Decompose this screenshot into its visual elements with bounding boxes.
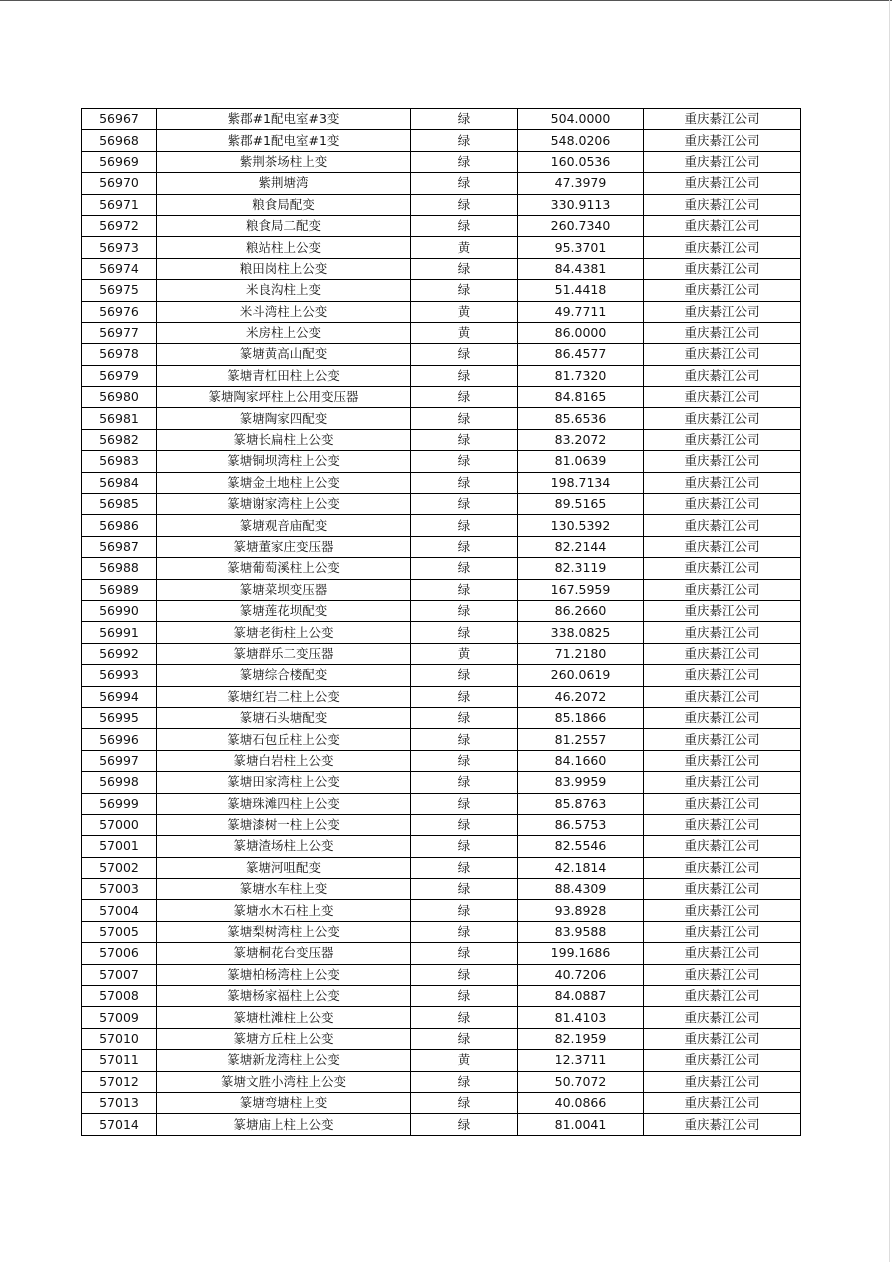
- cell-company: 重庆綦江公司: [644, 1050, 801, 1071]
- cell-name: 篆塘水车柱上变: [157, 879, 411, 900]
- cell-name: 篆塘董家庄变压器: [157, 536, 411, 557]
- table-row: [82, 1071, 801, 1092]
- cell-status: 绿: [411, 387, 518, 408]
- cell-company: 重庆綦江公司: [644, 836, 801, 857]
- table-row: [82, 301, 801, 322]
- cell-company: 重庆綦江公司: [644, 258, 801, 279]
- table-row: [82, 750, 801, 771]
- cell-id: 57005: [82, 921, 157, 942]
- cell-status: 绿: [411, 772, 518, 793]
- cell-name: 篆塘黄高山配变: [157, 344, 411, 365]
- cell-value: 89.5165: [518, 494, 644, 515]
- cell-company: 重庆綦江公司: [644, 857, 801, 878]
- cell-status: 绿: [411, 793, 518, 814]
- cell-id: 56996: [82, 729, 157, 750]
- cell-company: 重庆綦江公司: [644, 322, 801, 343]
- table-row: [82, 344, 801, 365]
- cell-value: 81.0041: [518, 1114, 644, 1135]
- cell-value: 81.2557: [518, 729, 644, 750]
- cell-status: 黄: [411, 1050, 518, 1071]
- cell-status: 绿: [411, 408, 518, 429]
- cell-value: 42.1814: [518, 857, 644, 878]
- cell-status: 绿: [411, 964, 518, 985]
- cell-value: 85.8763: [518, 793, 644, 814]
- cell-company: 重庆綦江公司: [644, 1092, 801, 1113]
- cell-status: 绿: [411, 729, 518, 750]
- cell-id: 56980: [82, 387, 157, 408]
- cell-status: 绿: [411, 750, 518, 771]
- cell-status: 绿: [411, 814, 518, 835]
- cell-company: 重庆綦江公司: [644, 900, 801, 921]
- cell-name: 紫荆茶场柱上变: [157, 151, 411, 172]
- cell-status: 绿: [411, 836, 518, 857]
- cell-company: 重庆綦江公司: [644, 151, 801, 172]
- cell-id: 56972: [82, 215, 157, 236]
- table-row: [82, 109, 801, 130]
- cell-name: 篆塘桐花台变压器: [157, 943, 411, 964]
- cell-id: 57002: [82, 857, 157, 878]
- cell-value: 81.0639: [518, 451, 644, 472]
- cell-company: 重庆綦江公司: [644, 729, 801, 750]
- cell-name: 篆塘方丘柱上公变: [157, 1028, 411, 1049]
- cell-value: 85.1866: [518, 707, 644, 728]
- cell-name: 篆塘渣场柱上公变: [157, 836, 411, 857]
- table-row: [82, 322, 801, 343]
- cell-company: 重庆綦江公司: [644, 344, 801, 365]
- table-row: [82, 707, 801, 728]
- cell-id: 56985: [82, 494, 157, 515]
- table-row: [82, 429, 801, 450]
- cell-id: 56991: [82, 622, 157, 643]
- cell-status: 绿: [411, 1028, 518, 1049]
- cell-status: 黄: [411, 643, 518, 664]
- cell-status: 绿: [411, 1071, 518, 1092]
- cell-company: 重庆綦江公司: [644, 772, 801, 793]
- table-body: [82, 109, 801, 1136]
- cell-company: 重庆綦江公司: [644, 986, 801, 1007]
- cell-value: 81.7320: [518, 365, 644, 386]
- cell-status: 绿: [411, 451, 518, 472]
- table-row: [82, 237, 801, 258]
- cell-status: 绿: [411, 600, 518, 621]
- cell-status: 绿: [411, 686, 518, 707]
- cell-value: 83.2072: [518, 429, 644, 450]
- cell-name: 篆塘红岩二柱上公变: [157, 686, 411, 707]
- cell-id: 56971: [82, 194, 157, 215]
- table-row: [82, 408, 801, 429]
- cell-status: 绿: [411, 173, 518, 194]
- cell-company: 重庆綦江公司: [644, 130, 801, 151]
- cell-name: 篆塘杜滩柱上公变: [157, 1007, 411, 1028]
- cell-value: 85.6536: [518, 408, 644, 429]
- cell-value: 84.4381: [518, 258, 644, 279]
- cell-status: 黄: [411, 322, 518, 343]
- table-row: [82, 173, 801, 194]
- cell-company: 重庆綦江公司: [644, 1007, 801, 1028]
- cell-id: 56988: [82, 558, 157, 579]
- table-row: [82, 622, 801, 643]
- cell-value: 82.2144: [518, 536, 644, 557]
- cell-name: 篆塘珠滩四柱上公变: [157, 793, 411, 814]
- cell-value: 260.0619: [518, 665, 644, 686]
- cell-name: 篆塘陶家四配变: [157, 408, 411, 429]
- cell-company: 重庆綦江公司: [644, 921, 801, 942]
- cell-name: 米良沟柱上变: [157, 280, 411, 301]
- table-row: [82, 1007, 801, 1028]
- cell-company: 重庆綦江公司: [644, 515, 801, 536]
- cell-name: 篆塘老街柱上公变: [157, 622, 411, 643]
- table-row: [82, 943, 801, 964]
- cell-name: 篆塘葡萄溪柱上公变: [157, 558, 411, 579]
- cell-value: 82.1959: [518, 1028, 644, 1049]
- cell-company: 重庆綦江公司: [644, 600, 801, 621]
- table-row: [82, 579, 801, 600]
- cell-status: 绿: [411, 879, 518, 900]
- cell-name: 篆塘新龙湾柱上公变: [157, 1050, 411, 1071]
- cell-id: 57008: [82, 986, 157, 1007]
- cell-name: 紫郡#1配电室#3变: [157, 109, 411, 130]
- cell-status: 绿: [411, 258, 518, 279]
- cell-value: 199.1686: [518, 943, 644, 964]
- cell-company: 重庆綦江公司: [644, 793, 801, 814]
- cell-value: 71.2180: [518, 643, 644, 664]
- cell-status: 绿: [411, 515, 518, 536]
- cell-value: 86.2660: [518, 600, 644, 621]
- table-row: [82, 494, 801, 515]
- cell-status: 绿: [411, 622, 518, 643]
- cell-status: 绿: [411, 1092, 518, 1113]
- cell-name: 紫郡#1配电室#1变: [157, 130, 411, 151]
- cell-status: 绿: [411, 1114, 518, 1135]
- cell-id: 56977: [82, 322, 157, 343]
- table-row: [82, 130, 801, 151]
- table-row: [82, 280, 801, 301]
- cell-value: 84.0887: [518, 986, 644, 1007]
- cell-id: 56990: [82, 600, 157, 621]
- cell-company: 重庆綦江公司: [644, 814, 801, 835]
- cell-id: 57007: [82, 964, 157, 985]
- cell-name: 紫荆塘湾: [157, 173, 411, 194]
- cell-name: 篆塘弯塘柱上变: [157, 1092, 411, 1113]
- cell-status: 绿: [411, 151, 518, 172]
- cell-name: 篆塘莲花坝配变: [157, 600, 411, 621]
- cell-name: 篆塘石头塘配变: [157, 707, 411, 728]
- cell-id: 56993: [82, 665, 157, 686]
- table-row: [82, 1092, 801, 1113]
- cell-name: 篆塘观音庙配变: [157, 515, 411, 536]
- cell-name: 篆塘杨家福柱上公变: [157, 986, 411, 1007]
- cell-name: 篆塘陶家坪柱上公用变压器: [157, 387, 411, 408]
- cell-company: 重庆綦江公司: [644, 665, 801, 686]
- table-row: [82, 964, 801, 985]
- cell-value: 46.2072: [518, 686, 644, 707]
- cell-id: 56984: [82, 472, 157, 493]
- cell-id: 56973: [82, 237, 157, 258]
- cell-status: 绿: [411, 921, 518, 942]
- table-row: [82, 215, 801, 236]
- cell-company: 重庆綦江公司: [644, 408, 801, 429]
- cell-name: 篆塘庙上柱上公变: [157, 1114, 411, 1135]
- cell-company: 重庆綦江公司: [644, 215, 801, 236]
- cell-name: 篆塘铜坝湾柱上公变: [157, 451, 411, 472]
- cell-company: 重庆綦江公司: [644, 643, 801, 664]
- cell-status: 绿: [411, 1007, 518, 1028]
- cell-id: 56986: [82, 515, 157, 536]
- table-row: [82, 558, 801, 579]
- cell-company: 重庆綦江公司: [644, 429, 801, 450]
- cell-value: 82.3119: [518, 558, 644, 579]
- cell-value: 86.4577: [518, 344, 644, 365]
- cell-id: 56978: [82, 344, 157, 365]
- cell-value: 40.0866: [518, 1092, 644, 1113]
- table-row: [82, 387, 801, 408]
- table-row: [82, 857, 801, 878]
- cell-id: 57014: [82, 1114, 157, 1135]
- cell-name: 篆塘综合楼配变: [157, 665, 411, 686]
- cell-company: 重庆綦江公司: [644, 558, 801, 579]
- table-row: [82, 472, 801, 493]
- cell-id: 57004: [82, 900, 157, 921]
- cell-status: 绿: [411, 472, 518, 493]
- cell-company: 重庆綦江公司: [644, 879, 801, 900]
- table-row: [82, 879, 801, 900]
- cell-value: 86.0000: [518, 322, 644, 343]
- cell-id: 57009: [82, 1007, 157, 1028]
- cell-company: 重庆綦江公司: [644, 964, 801, 985]
- page-right-edge: [889, 0, 890, 1262]
- cell-value: 47.3979: [518, 173, 644, 194]
- cell-id: 57011: [82, 1050, 157, 1071]
- cell-status: 绿: [411, 900, 518, 921]
- cell-status: 绿: [411, 344, 518, 365]
- table-row: [82, 900, 801, 921]
- cell-name: 篆塘金土地柱上公变: [157, 472, 411, 493]
- table-row: [82, 729, 801, 750]
- table-row: [82, 536, 801, 557]
- cell-value: 160.0536: [518, 151, 644, 172]
- cell-value: 86.5753: [518, 814, 644, 835]
- cell-id: 57013: [82, 1092, 157, 1113]
- cell-company: 重庆綦江公司: [644, 750, 801, 771]
- cell-value: 81.4103: [518, 1007, 644, 1028]
- cell-company: 重庆綦江公司: [644, 622, 801, 643]
- cell-id: 57000: [82, 814, 157, 835]
- cell-value: 84.1660: [518, 750, 644, 771]
- cell-name: 篆塘河咀配变: [157, 857, 411, 878]
- cell-name: 篆塘长扁柱上公变: [157, 429, 411, 450]
- table-row: [82, 194, 801, 215]
- table-row: [82, 772, 801, 793]
- cell-name: 篆塘青杠田柱上公变: [157, 365, 411, 386]
- cell-name: 篆塘水木石柱上变: [157, 900, 411, 921]
- page-top-border: [0, 0, 892, 1]
- cell-status: 绿: [411, 986, 518, 1007]
- cell-company: 重庆綦江公司: [644, 173, 801, 194]
- cell-name: 篆塘石包丘柱上公变: [157, 729, 411, 750]
- cell-company: 重庆綦江公司: [644, 365, 801, 386]
- cell-value: 260.7340: [518, 215, 644, 236]
- cell-name: 篆塘谢家湾柱上公变: [157, 494, 411, 515]
- cell-status: 黄: [411, 237, 518, 258]
- cell-status: 绿: [411, 280, 518, 301]
- table-row: [82, 258, 801, 279]
- cell-company: 重庆綦江公司: [644, 451, 801, 472]
- table-row: [82, 686, 801, 707]
- cell-name: 篆塘菜坝变压器: [157, 579, 411, 600]
- cell-status: 绿: [411, 536, 518, 557]
- cell-value: 83.9959: [518, 772, 644, 793]
- cell-id: 56976: [82, 301, 157, 322]
- cell-value: 82.5546: [518, 836, 644, 857]
- cell-id: 56967: [82, 109, 157, 130]
- table-row: [82, 793, 801, 814]
- cell-status: 绿: [411, 130, 518, 151]
- cell-company: 重庆綦江公司: [644, 1114, 801, 1135]
- cell-name: 篆塘群乐二变压器: [157, 643, 411, 664]
- cell-name: 粮食局配变: [157, 194, 411, 215]
- cell-company: 重庆綦江公司: [644, 579, 801, 600]
- cell-id: 56981: [82, 408, 157, 429]
- cell-value: 504.0000: [518, 109, 644, 130]
- cell-id: 56999: [82, 793, 157, 814]
- cell-company: 重庆綦江公司: [644, 109, 801, 130]
- cell-status: 绿: [411, 109, 518, 130]
- table-row: [82, 151, 801, 172]
- cell-company: 重庆綦江公司: [644, 237, 801, 258]
- cell-value: 88.4309: [518, 879, 644, 900]
- cell-company: 重庆綦江公司: [644, 387, 801, 408]
- cell-value: 50.7072: [518, 1071, 644, 1092]
- cell-name: 篆塘漆树一柱上公变: [157, 814, 411, 835]
- cell-company: 重庆綦江公司: [644, 301, 801, 322]
- cell-status: 绿: [411, 579, 518, 600]
- cell-value: 40.7206: [518, 964, 644, 985]
- cell-id: 56987: [82, 536, 157, 557]
- cell-id: 56992: [82, 643, 157, 664]
- cell-company: 重庆綦江公司: [644, 194, 801, 215]
- cell-id: 56969: [82, 151, 157, 172]
- cell-name: 粮站柱上公变: [157, 237, 411, 258]
- cell-name: 米房柱上公变: [157, 322, 411, 343]
- cell-id: 57010: [82, 1028, 157, 1049]
- cell-company: 重庆綦江公司: [644, 494, 801, 515]
- cell-id: 56995: [82, 707, 157, 728]
- cell-name: 篆塘柏杨湾柱上公变: [157, 964, 411, 985]
- cell-name: 篆塘梨树湾柱上公变: [157, 921, 411, 942]
- cell-name: 篆塘文胜小湾柱上公变: [157, 1071, 411, 1092]
- cell-value: 84.8165: [518, 387, 644, 408]
- cell-company: 重庆綦江公司: [644, 280, 801, 301]
- cell-name: 篆塘白岩柱上公变: [157, 750, 411, 771]
- table-row: [82, 921, 801, 942]
- cell-status: 绿: [411, 665, 518, 686]
- cell-status: 绿: [411, 194, 518, 215]
- cell-id: 56994: [82, 686, 157, 707]
- transformer-table: [81, 108, 801, 1136]
- cell-value: 338.0825: [518, 622, 644, 643]
- cell-id: 56998: [82, 772, 157, 793]
- cell-status: 绿: [411, 429, 518, 450]
- cell-id: 56982: [82, 429, 157, 450]
- cell-id: 56970: [82, 173, 157, 194]
- cell-company: 重庆綦江公司: [644, 472, 801, 493]
- cell-company: 重庆綦江公司: [644, 536, 801, 557]
- table-row: [82, 365, 801, 386]
- cell-status: 绿: [411, 365, 518, 386]
- cell-value: 95.3701: [518, 237, 644, 258]
- table-row: [82, 451, 801, 472]
- cell-name: 粮食局二配变: [157, 215, 411, 236]
- cell-id: 56974: [82, 258, 157, 279]
- cell-value: 330.9113: [518, 194, 644, 215]
- cell-value: 198.7134: [518, 472, 644, 493]
- cell-id: 57003: [82, 879, 157, 900]
- cell-name: 粮田岗柱上公变: [157, 258, 411, 279]
- cell-value: 93.8928: [518, 900, 644, 921]
- cell-name: 篆塘田家湾柱上公变: [157, 772, 411, 793]
- table-row: [82, 836, 801, 857]
- table-row: [82, 643, 801, 664]
- cell-company: 重庆綦江公司: [644, 1028, 801, 1049]
- table-row: [82, 986, 801, 1007]
- cell-id: 56975: [82, 280, 157, 301]
- table-row: [82, 1050, 801, 1071]
- cell-company: 重庆綦江公司: [644, 1071, 801, 1092]
- cell-id: 56997: [82, 750, 157, 771]
- cell-value: 49.7711: [518, 301, 644, 322]
- table-row: [82, 814, 801, 835]
- cell-status: 绿: [411, 558, 518, 579]
- cell-name: 米斗湾柱上公变: [157, 301, 411, 322]
- table-row: [82, 600, 801, 621]
- cell-status: 绿: [411, 215, 518, 236]
- cell-value: 130.5392: [518, 515, 644, 536]
- table-row: [82, 1114, 801, 1135]
- cell-id: 56989: [82, 579, 157, 600]
- cell-status: 绿: [411, 857, 518, 878]
- cell-id: 57012: [82, 1071, 157, 1092]
- cell-value: 51.4418: [518, 280, 644, 301]
- cell-value: 548.0206: [518, 130, 644, 151]
- cell-company: 重庆綦江公司: [644, 943, 801, 964]
- cell-value: 83.9588: [518, 921, 644, 942]
- cell-id: 57001: [82, 836, 157, 857]
- cell-id: 56968: [82, 130, 157, 151]
- cell-value: 167.5959: [518, 579, 644, 600]
- table-row: [82, 515, 801, 536]
- cell-status: 绿: [411, 943, 518, 964]
- table-row: [82, 1028, 801, 1049]
- cell-id: 57006: [82, 943, 157, 964]
- cell-status: 绿: [411, 494, 518, 515]
- cell-id: 56979: [82, 365, 157, 386]
- cell-company: 重庆綦江公司: [644, 707, 801, 728]
- cell-value: 12.3711: [518, 1050, 644, 1071]
- cell-status: 黄: [411, 301, 518, 322]
- cell-status: 绿: [411, 707, 518, 728]
- cell-company: 重庆綦江公司: [644, 686, 801, 707]
- table-row: [82, 665, 801, 686]
- cell-id: 56983: [82, 451, 157, 472]
